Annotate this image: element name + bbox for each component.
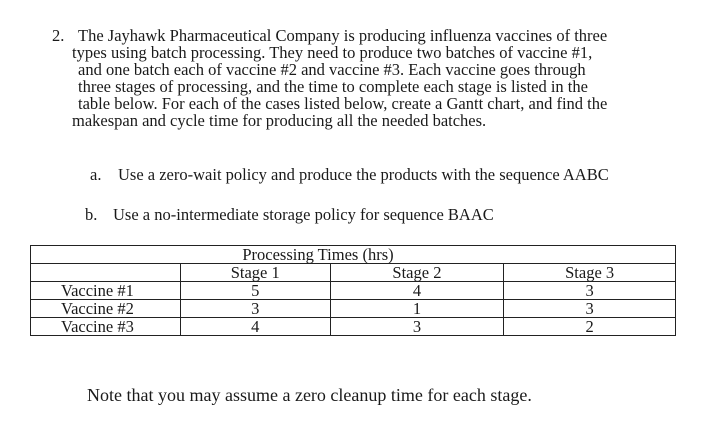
table-header-row [31,264,676,282]
table-header-empty [31,264,181,282]
table-cell: 4 [180,318,330,336]
row-label: Vaccine #1 [31,282,181,300]
processing-times-table [30,245,676,336]
table-cell: 3 [504,300,676,318]
table-cell: 3 [180,300,330,318]
cleanup-note: Note that you may assume a zero cleanup time for each stage. [87,385,532,405]
table-header-stage-1: Stage 1 [180,264,330,282]
row-label: Vaccine #2 [31,300,181,318]
problem-line: makespan and cycle time for producing all the needed batches. [72,111,487,130]
problem-statement [52,27,692,129]
table-header-stage-3: Stage 3 [504,264,676,282]
table-row [31,300,676,318]
table-cell: 3 [330,318,504,336]
table-cell: 3 [504,282,676,300]
part-a-text: Use a zero-wait policy and produce the products with the sequence AABC [118,165,609,184]
table-cell: 2 [504,318,676,336]
problem-text [52,27,692,129]
table-cell: 5 [180,282,330,300]
problem-number: 2. [52,26,65,45]
part-b-text: Use a no-intermediate storage policy for sequence BAAC [113,205,494,224]
table-row [31,282,676,300]
table-cell: 1 [330,300,504,318]
problem-line: types using batch processing. They need to produce two batches of vaccine #1, [72,43,593,62]
problem-line: three stages of processing, and the time to complete each stage is listed in the [78,77,588,96]
part-b [85,205,494,225]
table-header-stage-2: Stage 2 [330,264,504,282]
part-a-label: a. [90,165,102,184]
part-a [90,165,609,185]
table-title-row [31,246,676,264]
table-corner [31,246,181,264]
row-label: Vaccine #3 [31,318,181,336]
problem-line: and one batch each of vaccine #2 and vaccine #3. Each vaccine goes through [78,60,586,79]
table-cell: 4 [330,282,504,300]
problem-line: The Jayhawk Pharmaceutical Company is producing influenza vaccines of three [78,26,608,45]
part-b-label: b. [85,205,98,224]
table-row [31,318,676,336]
table-title: Processing Times (hrs) [180,246,675,264]
problem-line: table below. For each of the cases listed below, create a Gantt chart, and find the [78,94,608,113]
